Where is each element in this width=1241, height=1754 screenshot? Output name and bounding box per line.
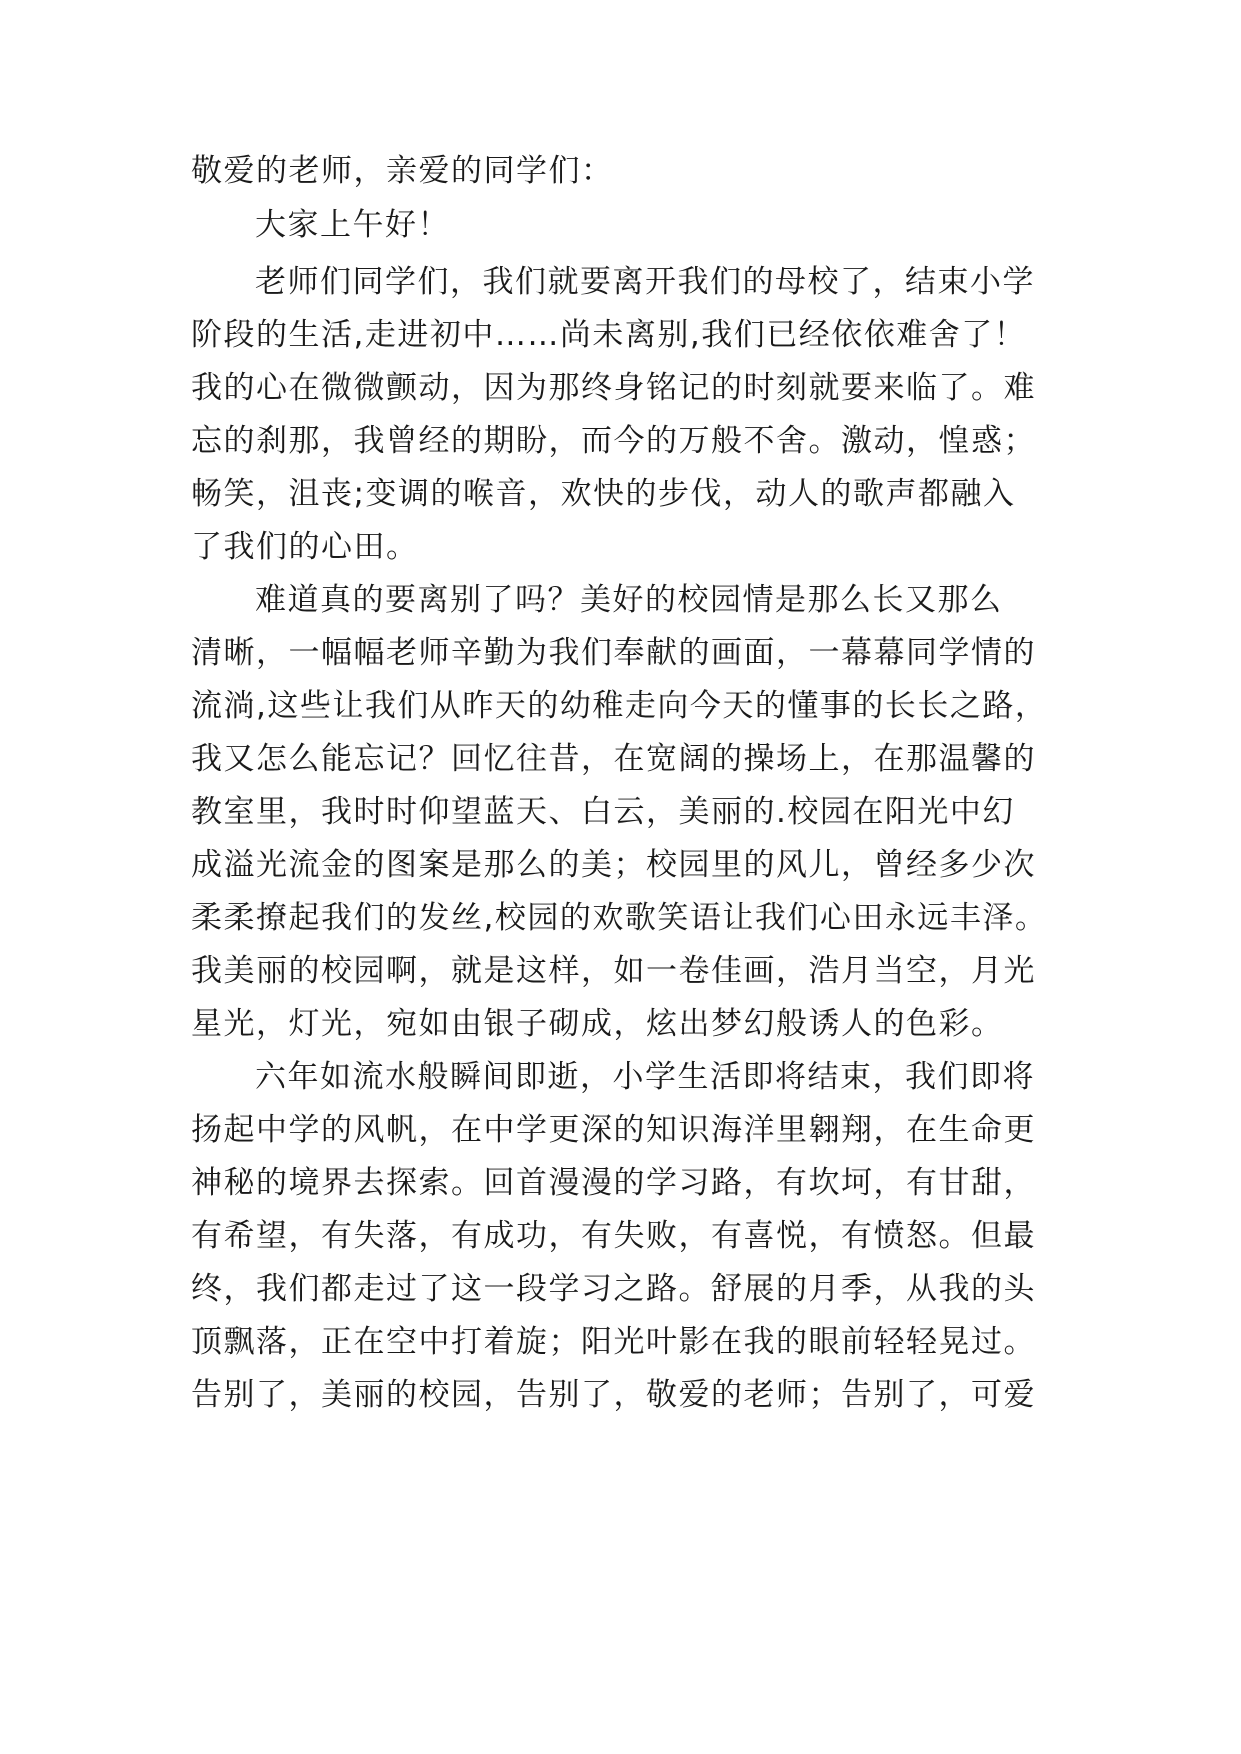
paragraph-2-line-3: 流淌,这些让我们从昨天的幼稚走向今天的懂事的长长之路， [191, 688, 1048, 724]
paragraph-3-line-2: 扬起中学的风帆，在中学更深的知识海洋里翱翔，在生命更 [191, 1112, 1036, 1148]
paragraph-3-line-1: 六年如流水般瞬间即逝，小学生活即将结束，我们即将 [255, 1059, 1035, 1095]
paragraph-1-line-1: 老师们同学们，我们就要离开我们的母校了，结束小学 [255, 264, 1035, 300]
paragraph-3-line-7: 告别了，美丽的校园，告别了，敬爱的老师；告别了，可爱 [191, 1377, 1036, 1413]
paragraph-2-line-9: 星光，灯光，宛如由银子砌成，炫出梦幻般诱人的色彩。 [191, 1006, 1004, 1042]
greeting-line: 大家上午好！ [255, 207, 450, 243]
paragraph-1-line-4: 忘的刹那，我曾经的期盼，而今的万般不舍。激动，惶惑； [191, 423, 1036, 459]
paragraph-2-line-8: 我美丽的校园啊，就是这样，如一卷佳画，浩月当空，月光 [191, 953, 1036, 989]
paragraph-2-line-2: 清晰，一幅幅老师辛勤为我们奉献的画面，一幕幕同学情的 [191, 635, 1036, 671]
paragraph-2-line-6: 成溢光流金的图案是那么的美；校园里的风儿，曾经多少次 [191, 847, 1036, 883]
paragraph-1-line-5: 畅笑，沮丧;变调的喉音，欢快的步伐，动人的歌声都融入 [191, 476, 1016, 512]
paragraph-3-line-3: 神秘的境界去探索。回首漫漫的学习路，有坎坷，有甘甜， [191, 1165, 1036, 1201]
paragraph-1-line-2: 阶段的生活,走进初中……尚未离别,我们已经依依难舍了！ [191, 317, 1027, 353]
paragraph-2-line-5: 教室里，我时时仰望蓝天、白云，美丽的.校园在阳光中幻 [191, 794, 1015, 830]
paragraph-1-line-6: 了我们的心田。 [191, 529, 419, 565]
paragraph-3-line-4: 有希望，有失落，有成功，有失败，有喜悦，有愤怒。但最 [191, 1218, 1036, 1254]
salutation-line: 敬爱的老师，亲爱的同学们： [191, 153, 614, 189]
paragraph-3-line-5: 终，我们都走过了这一段学习之路。舒展的月季，从我的头 [191, 1271, 1036, 1307]
paragraph-3-line-6: 顶飘落，正在空中打着旋；阳光叶影在我的眼前轻轻晃过。 [191, 1324, 1036, 1360]
paragraph-2-line-1: 难道真的要离别了吗？美好的校园情是那么长又那么 [255, 582, 1003, 618]
paragraph-2-line-7: 柔柔撩起我们的发丝,校园的欢歌笑语让我们心田永远丰泽。 [191, 900, 1048, 936]
paragraph-1-line-3: 我的心在微微颤动，因为那终身铭记的时刻就要来临了。难 [191, 370, 1036, 406]
paragraph-2-line-4: 我又怎么能忘记？回忆往昔，在宽阔的操场上，在那温馨的 [191, 741, 1036, 777]
